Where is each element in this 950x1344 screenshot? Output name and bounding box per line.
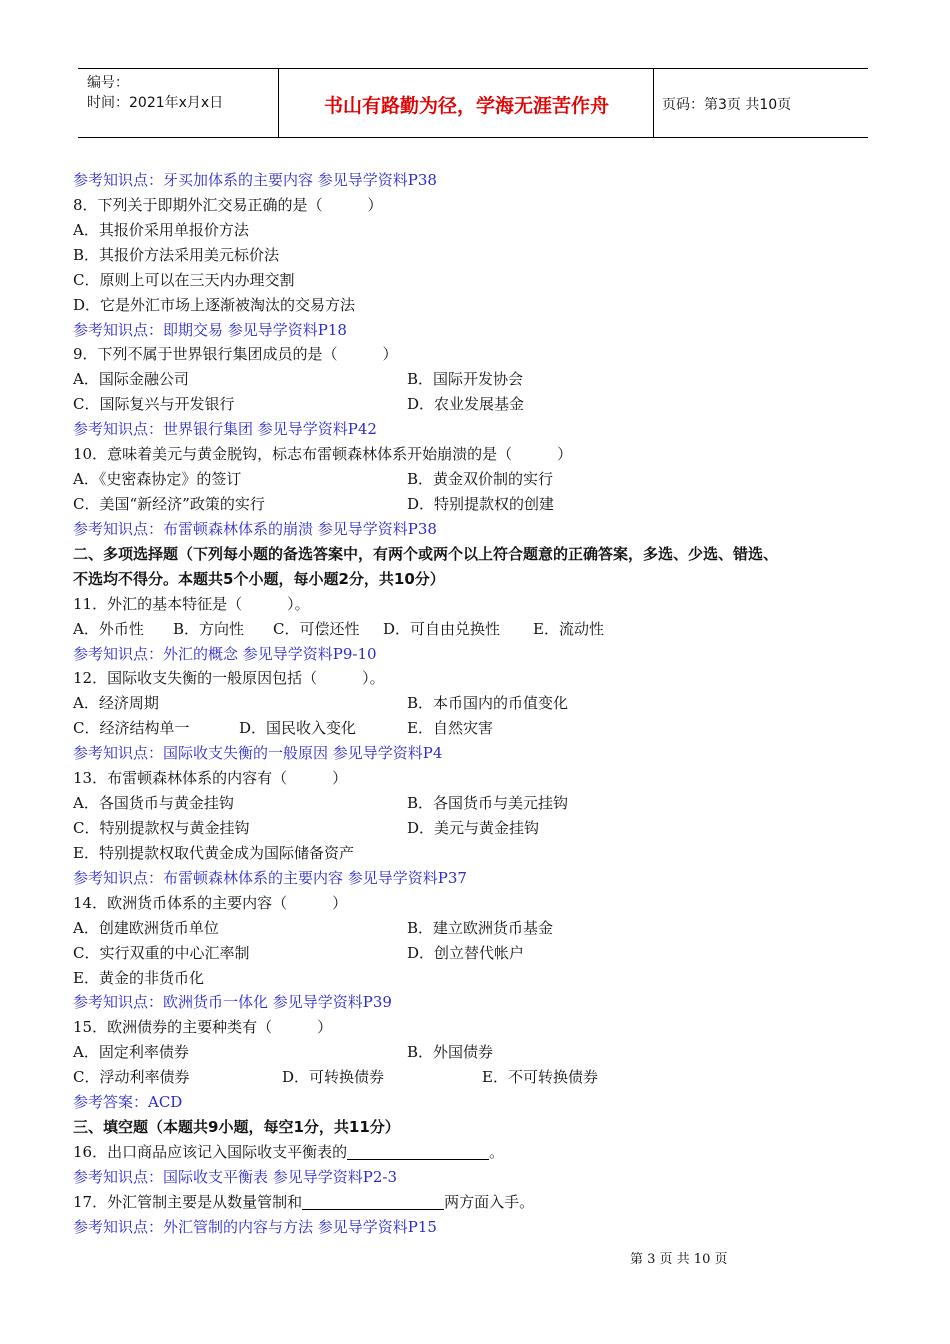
options-row	[73, 916, 883, 941]
options-row	[73, 816, 883, 841]
question-stem: 14．欧洲货币体系的主要内容（ ）	[73, 893, 348, 912]
option-e: E．流动性	[533, 619, 604, 638]
section-heading: 二、多项选择题（下列每小题的备选答案中，有两个或两个以上符合题意的正确答案，多选、少选、错选、	[73, 544, 779, 563]
options-row	[73, 392, 883, 417]
header-motto: 书山有路勤为径，学海无涯苦作舟	[323, 95, 609, 117]
page-indicator: 页码：第3页 共10页	[662, 97, 792, 113]
option-c: C．实行双重的中心汇率制	[73, 943, 250, 962]
reference-note: 参考知识点：国际收支平衡表 参见导学资料P2-3	[73, 1167, 398, 1186]
option-c: C．可偿还性	[273, 619, 360, 638]
page-header	[78, 68, 868, 138]
option-a: A．国际金融公司	[73, 370, 189, 389]
options-row	[73, 716, 883, 741]
header-divider	[653, 69, 654, 137]
fill-question	[73, 1190, 883, 1215]
reference-note: 参考知识点：布雷顿森林体系的主要内容 参见导学资料P37	[73, 868, 467, 887]
option-d: D．美元与黄金挂钩	[407, 818, 540, 837]
time-label: 时间：2021年x月x日	[87, 95, 224, 111]
reference-note: 参考知识点：即期交易 参见导学资料P18	[73, 320, 347, 339]
options-row	[73, 492, 883, 517]
reference-note: 参考知识点：布雷顿森林体系的崩溃 参见导学资料P38	[73, 519, 437, 538]
reference-note: 参考知识点：外汇的概念 参见导学资料P9-10	[73, 644, 377, 663]
section-heading-cont: 不选均不得分。本题共5个小题，每小题2分，共10分）	[73, 569, 445, 588]
option-e: E．不可转换债券	[482, 1068, 598, 1087]
fill-question	[73, 1140, 883, 1165]
option-b: B．各国货币与美元挂钩	[407, 794, 569, 813]
option-c: C．原则上可以在三天内办理交割	[73, 270, 295, 289]
question-stem: 11．外汇的基本特征是（ ）。	[73, 594, 310, 613]
option-c: C．国际复兴与开发银行	[73, 395, 235, 414]
option-c: C．特别提款权与黄金挂钩	[73, 818, 250, 837]
question-stem: 9．下列不属于世界银行集团成员的是（ ）	[73, 345, 398, 364]
option-d: D．国民收入变化	[239, 719, 357, 738]
option-d: D．农业发展基金	[407, 395, 525, 414]
page-footer: 第 3 页 共 10 页	[630, 1252, 728, 1267]
reference-note: 参考知识点：牙买加体系的主要内容 参见导学资料P38	[73, 171, 437, 189]
question-text-end: 两方面入手。	[444, 1192, 535, 1211]
option-e: E．特别提款权取代黄金成为国际储备资产	[73, 843, 354, 862]
option-b: B．黄金双价制的实行	[407, 470, 554, 489]
option-c: C．经济结构单一	[73, 719, 190, 738]
option-a: A．固定利率债券	[73, 1043, 189, 1062]
option-b: B．外国债券	[407, 1043, 494, 1062]
option-b: B．国际开发协会	[407, 370, 524, 389]
question-stem: 12．国际收支失衡的一般原因包括（ ）。	[73, 669, 385, 688]
reference-note: 参考知识点：世界银行集团 参见导学资料P42	[73, 420, 377, 439]
option-d: D．特别提款权的创建	[407, 494, 555, 513]
question-text-end: 。	[489, 1142, 505, 1161]
options-row	[73, 691, 883, 716]
question-text: 17．外汇管制主要是从数量管制和	[73, 1192, 303, 1211]
reference-note: 参考知识点：外汇管制的内容与方法 参见导学资料P15	[73, 1217, 437, 1236]
option-d: D．可自由兑换性	[383, 619, 501, 638]
options-row	[73, 617, 883, 642]
header-meta	[87, 73, 223, 113]
question-text: 16．出口商品应该记入国际收支平衡表的	[73, 1142, 348, 1161]
option-a: A．创建欧洲货币单位	[73, 918, 219, 937]
header-divider	[278, 69, 279, 137]
option-b: B．本币国内的币值变化	[407, 694, 569, 713]
question-stem: 8．下列关于即期外汇交易正确的是（ ）	[73, 195, 383, 214]
options-row	[73, 1065, 883, 1090]
option-a: A．经济周期	[73, 694, 159, 713]
option-a: A．外币性	[73, 619, 144, 638]
question-stem: 15．欧洲债券的主要种类有（ ）	[73, 1018, 333, 1037]
option-e: E．自然灾害	[407, 719, 493, 738]
option-b: B．方向性	[173, 619, 245, 638]
options-row	[73, 367, 883, 392]
option-a: A．各国货币与黄金挂钩	[73, 794, 234, 813]
option-c: C．美国“新经济”政策的实行	[73, 494, 265, 513]
options-row	[73, 791, 883, 816]
reference-note: 参考知识点：国际收支失衡的一般原因 参见导学资料P4	[73, 744, 443, 763]
code-label: 编号：	[87, 75, 129, 91]
option-c: C．浮动利率债券	[73, 1068, 190, 1087]
question-stem: 10．意味着美元与黄金脱钩，标志布雷顿森林体系开始崩溃的是（ ）	[73, 445, 573, 464]
options-row	[73, 467, 883, 492]
option-d: D．可转换债券	[282, 1068, 385, 1087]
section-heading: 三、填空题（本题共9小题，每空1分，共11分）	[73, 1118, 400, 1137]
option-e: E．黄金的非货币化	[73, 968, 204, 987]
exam-content	[73, 168, 883, 1240]
option-a: A．《史密森协定》的签订	[73, 470, 242, 489]
options-row	[73, 941, 883, 966]
answer-blank[interactable]	[347, 1143, 489, 1160]
answer-blank[interactable]	[302, 1193, 444, 1210]
reference-note: 参考知识点：欧洲货币一体化 参见导学资料P39	[73, 993, 392, 1012]
option-b: B．建立欧洲货币基金	[407, 918, 554, 937]
options-row	[73, 1040, 883, 1065]
option-d: D．创立替代帐户	[407, 943, 525, 962]
option-b: B．其报价方法采用美元标价法	[73, 245, 280, 264]
option-a: A．其报价采用单报价方法	[73, 220, 249, 239]
question-stem: 13．布雷顿森林体系的内容有（ ）	[73, 769, 348, 788]
option-d: D．它是外汇市场上逐渐被淘汰的交易方法	[73, 295, 356, 314]
answer-note: 参考答案：ACD	[73, 1093, 183, 1112]
